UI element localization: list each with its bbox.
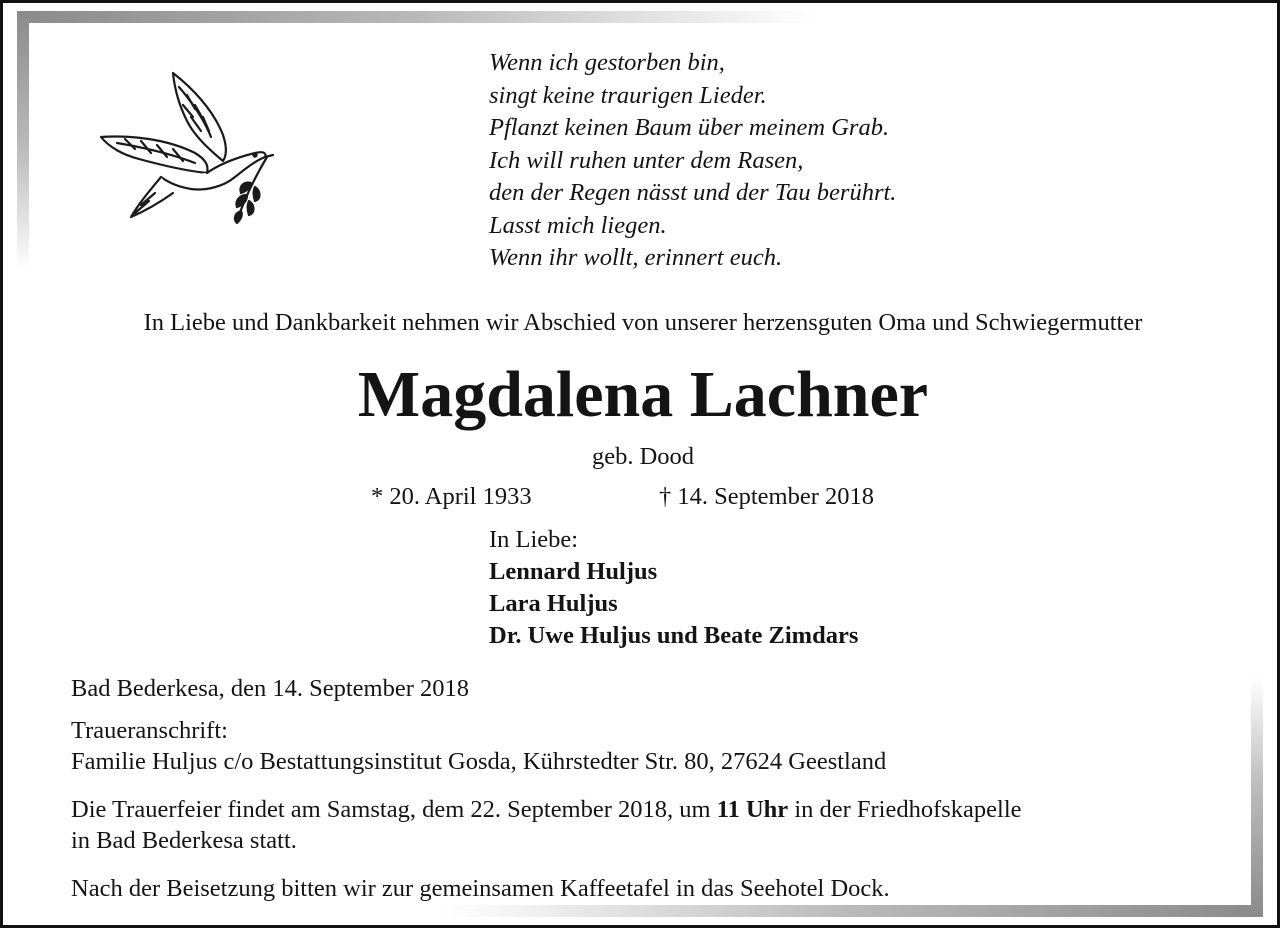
address-label: Traueranschrift: [71, 717, 228, 744]
poem-line: singt keine traurigen Lieder. [489, 81, 767, 109]
death-date: † 14. September 2018 [659, 483, 875, 510]
ceremony-time: 11 Uhr [716, 796, 789, 823]
coffee-invitation: Nach der Beisetzung bitten wir zur gemeinsamen Kaffeetafel in das Seehotel Dock. [71, 875, 890, 902]
mourner-name: Dr. Uwe Huljus und Beate Zimdars [489, 622, 859, 649]
address-text: Familie Huljus c/o Bestattungsinstitut Gosda, Kührstedter Str. 80, 27624 Geestland [71, 748, 887, 775]
mourners-heading: In Liebe: [489, 526, 579, 553]
poem-line: Lasst mich liegen. [489, 211, 667, 239]
mourners-list [489, 524, 858, 652]
frame-top-bar [17, 11, 817, 23]
poem-line: Pflanzt keinen Baum über meinem Grab. [489, 114, 890, 141]
frame-right-bar [1251, 677, 1263, 917]
maiden-name: geb. Dood [591, 443, 695, 470]
ceremony-line-1 [71, 794, 1022, 825]
ceremony-text-before: Die Trauerfeier findet am Samstag, dem 22. September 2018, um [71, 796, 717, 823]
poem-line: Ich will ruhen unter dem Rasen, [489, 146, 804, 174]
poem-line: Wenn ihr wollt, erinnert euch. [489, 244, 783, 271]
farewell-intro: In Liebe und Dankbarkeit nehmen wir Abschied von unserer herzensguten Oma und Schwiegermutter [143, 309, 1143, 336]
mourner-name: Lennard Huljus [489, 558, 658, 585]
poem [489, 47, 896, 275]
ceremony-text-after: in der Friedhofskapelle [788, 796, 1022, 823]
ceremony-line-2: in Bad Bederkesa statt. [71, 827, 297, 854]
mourning-address [71, 715, 886, 777]
poem-line: Wenn ich gestorben bin, [489, 49, 725, 76]
birth-date: * 20. April 1933 [371, 483, 532, 510]
deceased-name: Magdalena Lachner [357, 358, 929, 431]
ceremony-info [71, 794, 1022, 856]
dove-with-branch-icon [95, 65, 275, 233]
frame-left-bar [17, 11, 29, 271]
poem-line: den der Regen nässt und der Tau berührt. [489, 179, 897, 206]
mourner-name: Lara Huljus [489, 590, 618, 617]
frame-bottom-bar [443, 905, 1263, 917]
place-and-date: Bad Bederkesa, den 14. September 2018 [71, 675, 470, 702]
